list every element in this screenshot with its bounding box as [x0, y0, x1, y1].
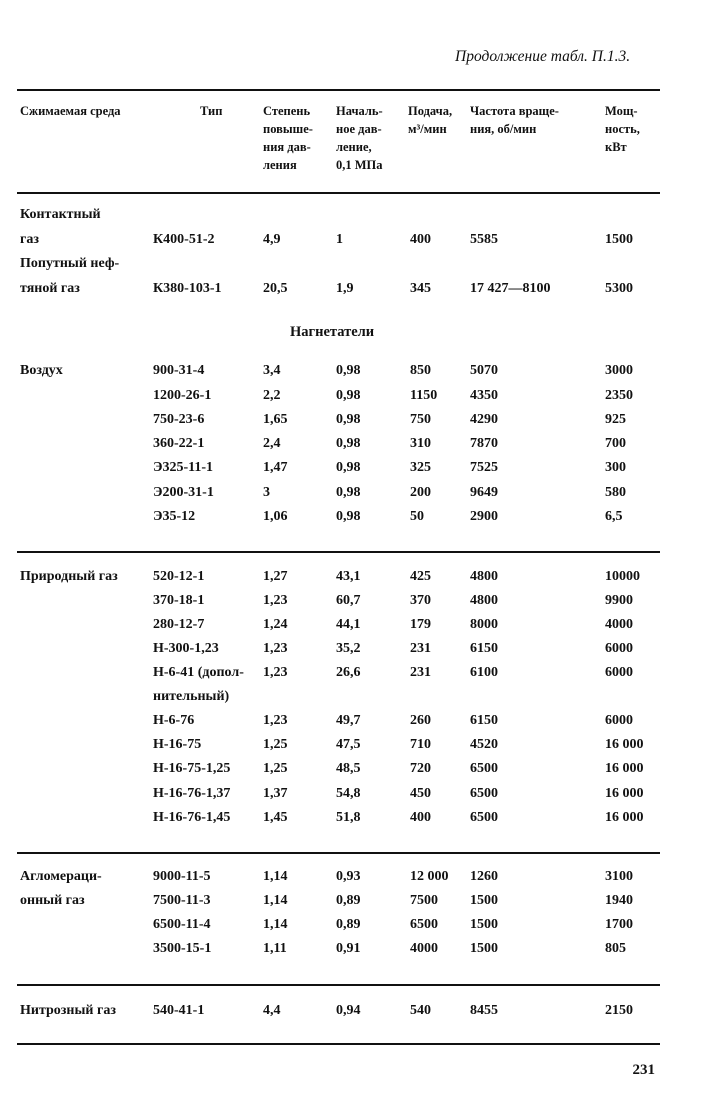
- cell-speed: 7870: [470, 436, 498, 451]
- cell-flow: 179: [410, 617, 431, 632]
- cell-medium: Агломераци-: [20, 869, 102, 884]
- cell-pressure: 1,9: [336, 281, 354, 296]
- cell-flow: 370: [410, 593, 431, 608]
- cell-flow: 260: [410, 713, 431, 728]
- cell-ratio: 1,47: [263, 460, 288, 475]
- header-speed: Частота враще- ния, об/мин: [470, 104, 559, 136]
- cell-type: Э200-31-1: [153, 485, 214, 500]
- cell-power: 700: [605, 436, 626, 451]
- cell-power: 16 000: [605, 737, 644, 752]
- cell-flow: 720: [410, 761, 431, 776]
- cell-pressure: 49,7: [336, 713, 361, 728]
- cell-flow: 750: [410, 412, 431, 427]
- cell-power: 4000: [605, 617, 633, 632]
- cell-power: 6,5: [605, 509, 623, 524]
- cell-pressure: 0,98: [336, 509, 361, 524]
- cell-power: 1940: [605, 893, 633, 908]
- cell-speed: 6100: [470, 665, 498, 680]
- cell-pressure: 35,2: [336, 641, 361, 656]
- cell-type: Н-6-41 (допол-: [153, 665, 244, 680]
- cell-type: 520-12-1: [153, 569, 205, 584]
- cell-medium: Нитрозный газ: [20, 1003, 116, 1018]
- cell-type: 540-41-1: [153, 1003, 205, 1018]
- cell-flow: 50: [410, 509, 424, 524]
- header-flow: Подача, м³/мин: [408, 104, 453, 136]
- cell-flow: 231: [410, 641, 431, 656]
- cell-speed: 6500: [470, 786, 498, 801]
- cell-flow: 7500: [410, 893, 438, 908]
- cell-power: 580: [605, 485, 626, 500]
- cell-speed: 4800: [470, 593, 498, 608]
- cell-flow: 400: [410, 232, 431, 247]
- cell-ratio: 1,23: [263, 641, 288, 656]
- cell-flow: 200: [410, 485, 431, 500]
- cell-pressure: 0,98: [336, 436, 361, 451]
- cell-type: Н-16-75: [153, 737, 202, 752]
- cell-power: 6000: [605, 665, 633, 680]
- cell-ratio: 1,25: [263, 761, 288, 776]
- header-type: Тип: [200, 104, 223, 118]
- header-pressure: Началь- ное дав- ление, 0,1 МПа: [336, 104, 383, 172]
- cell-power: 9900: [605, 593, 633, 608]
- cell-type: 360-22-1: [153, 436, 205, 451]
- cell-pressure: 51,8: [336, 810, 361, 825]
- cell-ratio: 1,37: [263, 786, 288, 801]
- cell-type: Н-16-76-1,45: [153, 810, 231, 825]
- cell-speed: 5070: [470, 363, 498, 378]
- cell-flow: 12 000: [410, 869, 449, 884]
- cell-ratio: 1,65: [263, 412, 288, 427]
- cell-ratio: 20,5: [263, 281, 288, 296]
- cell-type: Н-16-76-1,37: [153, 786, 231, 801]
- cell-type: 750-23-6: [153, 412, 205, 427]
- cell-type: Н-6-76: [153, 713, 195, 728]
- cell-power: 1500: [605, 232, 633, 247]
- cell-medium: Попутный неф-: [20, 256, 120, 271]
- cell-ratio: 4,4: [263, 1003, 281, 1018]
- cell-speed: 6150: [470, 641, 498, 656]
- cell-power: 1700: [605, 917, 633, 932]
- bottom-rule: [17, 1043, 660, 1045]
- cell-ratio: 1,14: [263, 893, 288, 908]
- cell-speed: 1500: [470, 917, 498, 932]
- cell-flow: 6500: [410, 917, 438, 932]
- cell-speed: 2900: [470, 509, 498, 524]
- cell-flow: 400: [410, 810, 431, 825]
- cell-pressure: 44,1: [336, 617, 361, 632]
- cell-power: 3000: [605, 363, 633, 378]
- cell-speed: 4290: [470, 412, 498, 427]
- cell-ratio: 2,4: [263, 436, 281, 451]
- cell-type: К380-103-1: [153, 281, 222, 296]
- cell-pressure: 0,89: [336, 893, 361, 908]
- cell-ratio: 1,23: [263, 593, 288, 608]
- cell-speed: 8000: [470, 617, 498, 632]
- cell-medium: газ: [20, 232, 39, 247]
- cell-power: 6000: [605, 713, 633, 728]
- cell-pressure: 47,5: [336, 737, 361, 752]
- cell-type: 7500-11-3: [153, 893, 211, 908]
- cell-ratio: 1,45: [263, 810, 288, 825]
- cell-ratio: 1,06: [263, 509, 288, 524]
- cell-type: 1200-26-1: [153, 388, 212, 403]
- group-rule: [17, 984, 660, 986]
- cell-pressure: 1: [336, 232, 343, 247]
- cell-type: Н-300-1,23: [153, 641, 219, 656]
- cell-ratio: 1,14: [263, 917, 288, 932]
- cell-flow: 325: [410, 460, 431, 475]
- cell-flow: 710: [410, 737, 431, 752]
- cell-power: 2150: [605, 1003, 633, 1018]
- group-rule: [17, 551, 660, 553]
- header-medium: Сжимаемая среда: [20, 104, 121, 118]
- cell-power: 805: [605, 941, 626, 956]
- cell-ratio: 1,11: [263, 941, 287, 956]
- cell-type: 6500-11-4: [153, 917, 211, 932]
- cell-ratio: 4,9: [263, 232, 281, 247]
- cell-power: 16 000: [605, 786, 644, 801]
- cell-pressure: 0,98: [336, 388, 361, 403]
- header-power: Мощ- ность, кВт: [605, 104, 640, 154]
- cell-power: 6000: [605, 641, 633, 656]
- cell-pressure: 0,98: [336, 363, 361, 378]
- cell-ratio: 1,23: [263, 713, 288, 728]
- cell-pressure: 43,1: [336, 569, 361, 584]
- cell-flow: 310: [410, 436, 431, 451]
- cell-flow: 1150: [410, 388, 438, 403]
- cell-speed: 17 427—8100: [470, 281, 551, 296]
- cell-type: Н-16-75-1,25: [153, 761, 231, 776]
- group-rule: [17, 852, 660, 854]
- section-title: Нагнетатели: [290, 324, 375, 340]
- cell-pressure: 54,8: [336, 786, 361, 801]
- cell-speed: 4350: [470, 388, 498, 403]
- page-number: 231: [632, 1062, 655, 1078]
- table-caption: Продолжение табл. П.1.3.: [455, 48, 631, 65]
- cell-speed: 4800: [470, 569, 498, 584]
- cell-pressure: 0,93: [336, 869, 361, 884]
- cell-flow: 425: [410, 569, 431, 584]
- cell-type: 3500-15-1: [153, 941, 212, 956]
- cell-speed: 7525: [470, 460, 498, 475]
- cell-flow: 540: [410, 1003, 431, 1018]
- cell-ratio: 1,24: [263, 617, 288, 632]
- cell-speed: 4520: [470, 737, 498, 752]
- cell-ratio: 1,25: [263, 737, 288, 752]
- cell-type: 370-18-1: [153, 593, 205, 608]
- cell-flow: 345: [410, 281, 431, 296]
- header-rule: [17, 192, 660, 194]
- cell-pressure: 0,98: [336, 460, 361, 475]
- cell-ratio: 1,27: [263, 569, 288, 584]
- cell-power: 10000: [605, 569, 640, 584]
- top-rule: [17, 89, 660, 91]
- cell-ratio: 3: [263, 485, 270, 500]
- cell-speed: 9649: [470, 485, 498, 500]
- cell-pressure: 0,91: [336, 941, 361, 956]
- cell-power: 300: [605, 460, 626, 475]
- cell-flow: 450: [410, 786, 431, 801]
- cell-flow: 4000: [410, 941, 438, 956]
- cell-speed: 6150: [470, 713, 498, 728]
- cell-ratio: 3,4: [263, 363, 281, 378]
- header-ratio: Степень повыше- ния дав- ления: [263, 104, 313, 172]
- cell-power: 16 000: [605, 761, 644, 776]
- cell-speed: 1500: [470, 941, 498, 956]
- cell-flow: 850: [410, 363, 431, 378]
- cell-power: 5300: [605, 281, 633, 296]
- cell-type: 900-31-4: [153, 363, 205, 378]
- cell-pressure: 0,98: [336, 412, 361, 427]
- cell-medium: Природный газ: [20, 569, 118, 584]
- cell-pressure: 0,94: [336, 1003, 361, 1018]
- cell-speed: 1260: [470, 869, 498, 884]
- cell-power: 16 000: [605, 810, 644, 825]
- cell-pressure: 48,5: [336, 761, 361, 776]
- cell-type: 280-12-7: [153, 617, 205, 632]
- cell-medium: тяной газ: [20, 281, 80, 296]
- cell-type: К400-51-2: [153, 232, 215, 247]
- cell-ratio: 1,23: [263, 665, 288, 680]
- cell-pressure: 0,98: [336, 485, 361, 500]
- cell-type: Э325-11-1: [153, 460, 214, 475]
- cell-pressure: 60,7: [336, 593, 361, 608]
- cell-ratio: 1,14: [263, 869, 288, 884]
- cell-speed: 1500: [470, 893, 498, 908]
- cell-power: 2350: [605, 388, 633, 403]
- cell-flow: 231: [410, 665, 431, 680]
- cell-medium: онный газ: [20, 893, 85, 908]
- cell-type: нительный): [153, 689, 230, 704]
- cell-power: 925: [605, 412, 626, 427]
- cell-pressure: 26,6: [336, 665, 361, 680]
- cell-speed: 6500: [470, 761, 498, 776]
- cell-medium: Воздух: [20, 363, 63, 378]
- cell-power: 3100: [605, 869, 633, 884]
- cell-pressure: 0,89: [336, 917, 361, 932]
- cell-type: Э35-12: [153, 509, 196, 524]
- cell-type: 9000-11-5: [153, 869, 211, 884]
- cell-speed: 6500: [470, 810, 498, 825]
- cell-speed: 5585: [470, 232, 498, 247]
- cell-medium: Контактный: [20, 207, 101, 222]
- cell-ratio: 2,2: [263, 388, 281, 403]
- cell-speed: 8455: [470, 1003, 498, 1018]
